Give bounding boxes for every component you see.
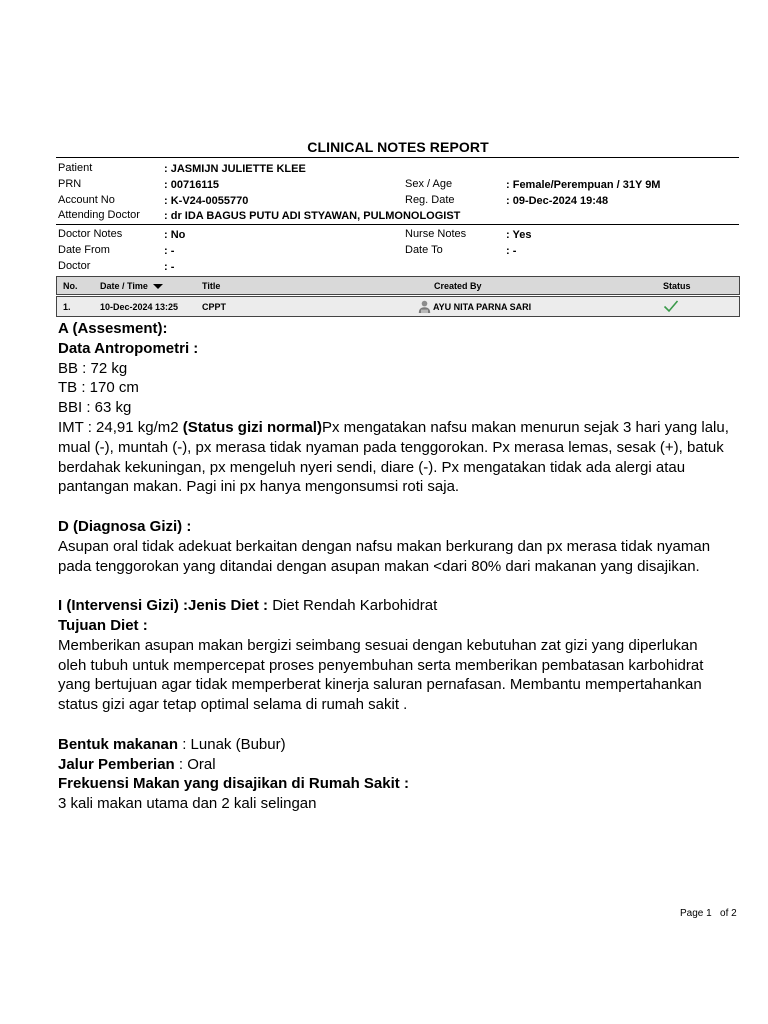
route-line	[58, 755, 730, 775]
bb-line: BB : 72 kg	[58, 359, 128, 377]
row-created-by-name: AYU NITA PARNA SARI	[433, 302, 532, 312]
food-form-line	[58, 735, 730, 755]
diagnosis-heading: D (Diagnosa Gizi) :	[58, 517, 192, 535]
check-icon	[663, 299, 679, 313]
notes-table-header	[56, 276, 740, 295]
page-of: of 2	[720, 908, 737, 919]
sort-desc-icon[interactable]	[153, 284, 163, 289]
tb-line: TB : 170 cm	[58, 379, 139, 397]
row-title: CPPT	[202, 302, 227, 312]
goal-heading: Tujuan Diet :	[58, 616, 148, 634]
attending-doctor-value: : dr IDA BAGUS PUTU ADI STYAWAN, PULMONOLOGIST	[164, 210, 461, 222]
doctor-notes-value: : No	[164, 229, 186, 241]
row-no: 1.	[63, 302, 71, 312]
user-icon	[418, 300, 431, 313]
account-value: : K-V24-0055770	[164, 195, 249, 207]
imt-status: (Status gizi normal)	[182, 418, 322, 436]
col-datetime[interactable]	[100, 277, 163, 295]
divider	[56, 157, 739, 158]
table-row[interactable]	[56, 296, 740, 317]
diet-type: Diet Rendah Karbohidrat	[268, 597, 438, 615]
intervention-heading: I (Intervensi Gizi) :Jenis Diet :	[58, 597, 269, 615]
doctor-filter-label: Doctor	[58, 260, 91, 272]
report-title: CLINICAL NOTES REPORT	[307, 139, 489, 155]
antropometri-heading: Data Antropometri :	[58, 339, 199, 357]
row-datetime: 10-Dec-2024 13:25	[100, 302, 179, 312]
clinical-notes-body	[58, 319, 730, 814]
col-created-by: Created By	[434, 281, 482, 291]
route-label: Jalur Pemberian	[58, 755, 175, 773]
goal-text: Memberikan asupan makan bergizi seimbang sesuai dengan kebutuhan zat gizi yang diperlukan oleh tubuh untuk mempercepat proses penyembuhan serta memberikan pembatasan karbohidrat yang bertujuan agar tidak memperberat kinerja saluran pernafasan. Membantu mempertahankan status gizi agar tetap optimal selama di rumah sakit .	[58, 636, 704, 714]
assessment-text: Px mengatakan nafsu makan menurun sejak 3 hari yang lalu, mual (-), muntah (-), px merasa tidak nyaman pada tenggorokan. Px merasa lemas, sesak (+), batuk berdahak kekuningan, px mengeluh nyeri sendi, diare (-). Px mengatakan tidak ada alergi atau pantangan makan. Pagi ini px hanya mengonsumsi roti saja.	[58, 418, 729, 496]
sex-age-label: Sex / Age	[405, 178, 453, 190]
nurse-notes-label: Nurse Notes	[405, 228, 467, 240]
col-datetime-label: Date / Time	[100, 281, 148, 291]
doctor-notes-label: Doctor Notes	[58, 228, 123, 240]
col-title: Title	[202, 281, 221, 291]
sex-age-value: : Female/Perempuan / 31Y 9M	[506, 179, 661, 191]
attending-doctor-label: Attending Doctor	[58, 209, 140, 221]
account-label: Account No	[58, 194, 115, 206]
row-created-by	[418, 297, 531, 317]
route-value: : Oral	[174, 755, 216, 773]
patient-value: : JASMIJN JULIETTE KLEE	[164, 163, 306, 175]
col-no: No.	[63, 281, 78, 291]
divider	[56, 224, 739, 225]
date-from-value: : -	[164, 245, 175, 257]
page-number	[680, 908, 737, 919]
date-to-label: Date To	[405, 244, 443, 256]
date-to-value: : -	[506, 245, 517, 257]
assessment-heading: A (Assesment):	[58, 320, 168, 337]
date-from-label: Date From	[58, 244, 110, 256]
food-form-label: Bentuk makanan	[58, 735, 179, 753]
doctor-filter-value: : -	[164, 261, 175, 273]
reg-date-value: : 09-Dec-2024 19:48	[506, 195, 609, 207]
reg-date-label: Reg. Date	[405, 194, 455, 206]
frequency-heading: Frekuensi Makan yang disajikan di Rumah Sakit :	[58, 775, 409, 793]
page-label: Page 1	[680, 908, 712, 919]
diagnosis-text: Asupan oral tidak adekuat berkaitan dengan nafsu makan berkurang dan px merasa tidak nyaman pada tenggorokan yang ditandai dengan asupan makan <dari 80% dari makanan yang disajikan.	[58, 537, 711, 575]
col-status: Status	[663, 281, 691, 291]
assessment-paragraph	[58, 418, 730, 497]
imt-value: IMT : 24,91 kg/m2	[58, 418, 183, 436]
prn-label: PRN	[58, 178, 82, 190]
food-form-value: : Lunak (Bubur)	[178, 735, 286, 753]
bbi-line: BBI : 63 kg	[58, 399, 132, 417]
intervention-line	[58, 596, 730, 616]
prn-value: : 00716115	[164, 179, 220, 191]
nurse-notes-value: : Yes	[506, 229, 532, 241]
patient-label: Patient	[58, 162, 93, 174]
frequency-text: 3 kali makan utama dan 2 kali selingan	[58, 795, 317, 813]
